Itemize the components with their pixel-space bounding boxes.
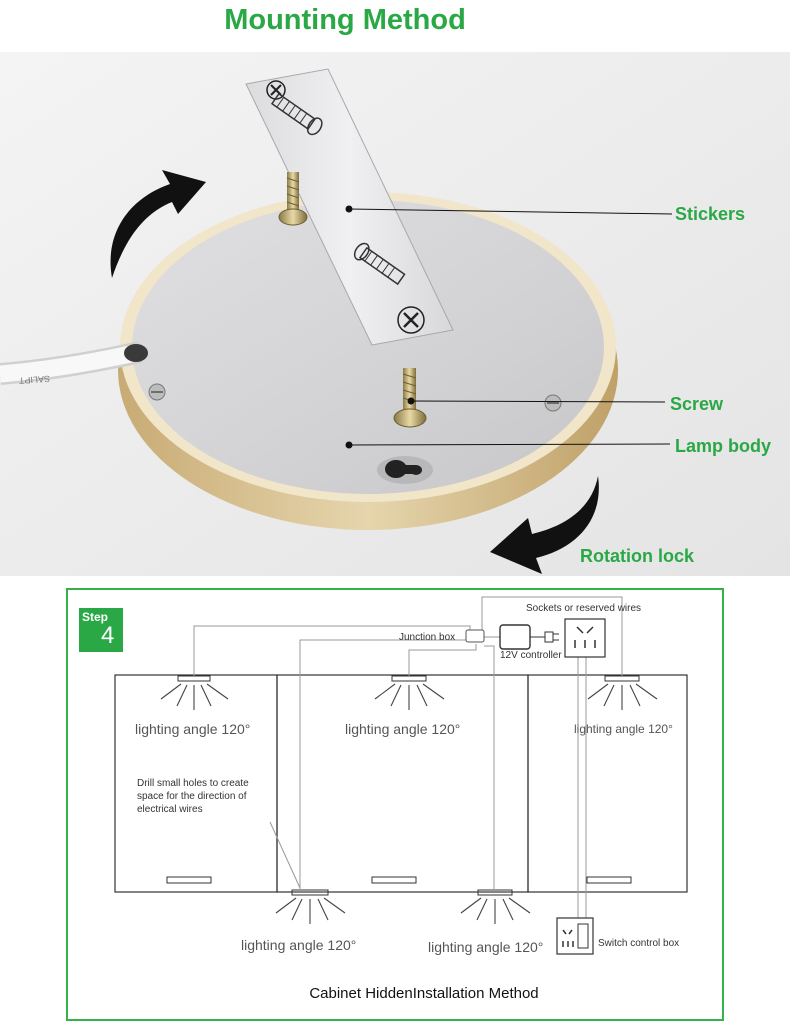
lamp-top-right xyxy=(605,676,639,681)
handle-middle xyxy=(372,877,416,883)
cabinet-middle xyxy=(277,675,528,892)
junction-box xyxy=(466,630,484,642)
drill-note-line-2: space for the direction of xyxy=(137,791,247,802)
lighting-angle-bottom-middle: lighting angle 120° xyxy=(428,939,544,955)
lighting-angle-top-left: lighting angle 120° xyxy=(135,721,251,737)
rays-top-middle xyxy=(375,684,444,710)
wiring xyxy=(194,597,622,918)
lighting-angle-bottom-left: lighting angle 120° xyxy=(241,937,357,953)
step-number: 4 xyxy=(101,622,115,649)
cabinet-right xyxy=(528,675,687,892)
lighting-angle-top-right: lighting angle 120° xyxy=(574,722,673,736)
plug-icon xyxy=(545,632,559,642)
lamp-top-left xyxy=(178,676,210,681)
controller-label: 12V controller xyxy=(500,650,562,661)
step-badge xyxy=(79,608,123,652)
sockets-label: Sockets or reserved wires xyxy=(526,603,642,614)
callout-stickers: Stickers xyxy=(675,204,746,224)
diagram-caption: Cabinet HiddenInstallation Method xyxy=(309,985,539,1002)
switch-box-label: Switch control box xyxy=(598,938,680,949)
drill-note-line-1: Drill small holes to create xyxy=(137,778,249,789)
step-label: Step xyxy=(82,610,109,624)
socket-icon xyxy=(565,619,605,657)
rays-top-right xyxy=(588,684,657,710)
lamp-top-middle xyxy=(392,676,426,681)
callout-screw: Screw xyxy=(670,394,724,414)
controller-box xyxy=(500,625,530,649)
rays-top-left xyxy=(161,684,228,710)
cable-print: SALIPT xyxy=(18,373,51,386)
callout-rotation-lock: Rotation lock xyxy=(580,546,695,566)
handle-right xyxy=(587,877,631,883)
drill-note-line-3: electrical wires xyxy=(137,804,203,815)
rays-bottom-left xyxy=(276,898,345,924)
lighting-angle-top-middle: lighting angle 120° xyxy=(345,721,461,737)
handle-left xyxy=(167,877,211,883)
callout-lamp-body: Lamp body xyxy=(675,436,772,456)
junction-box-label: Junction box xyxy=(399,632,456,643)
page-title: Mounting Method xyxy=(224,4,466,36)
rays-bottom-middle xyxy=(461,898,530,924)
switch-box-icon xyxy=(557,918,593,954)
